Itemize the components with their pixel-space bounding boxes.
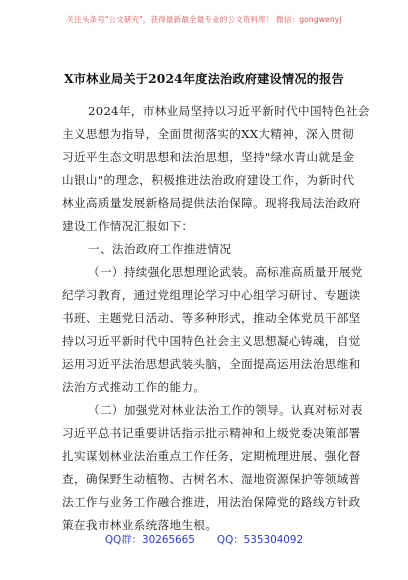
body-line: 查，确保野生动植物、古树名木、湿地资源保护等领域普 (62, 472, 361, 486)
body-line: 山银山"的理念，积极推进法治政府建设工作，为新时代 (62, 173, 355, 187)
footer-contact (0, 531, 408, 546)
body-line: 书班、主题党日活动、等多种形式，推动全体党员干部坚 (62, 311, 361, 325)
qq-group-number: QQ群：30265665 (104, 534, 195, 546)
body-line: 2024年，市林业局坚持以习近平新时代中国特色社会 (88, 104, 370, 118)
body-line: 纪学习教育，通过党组理论学习中心组学习研讨、专题读 (62, 288, 361, 302)
qq-number: QQ：535304092 (216, 534, 304, 546)
body-line: 持以习近平新时代中国特色社会主义思想凝心铸魂，自觉 (62, 334, 361, 348)
body-line: 林业高质量发展新格局提供法治保障。现将我局法治政府 (62, 196, 361, 210)
document-title: X市林业局关于2024年度法治政府建设情况的报告 (64, 72, 344, 86)
body-line: 习近平总书记重要讲话指示批示精神和上级党委决策部署 (62, 426, 361, 440)
body-line: （一）持续强化思想理论武装。高标准高质量开展党 (88, 265, 363, 279)
body-line: 法工作与业务工作融合推进，用法治保障党的路线方针政 (62, 495, 361, 509)
body-line: （二）加强党对林业法治工作的领导。认真对标对表 (88, 403, 363, 417)
body-line: 扎实谋划林业法治重点工作任务，定期梳理进展、强化督 (62, 449, 361, 463)
section-heading: 一、法治政府工作推进情况 (88, 242, 232, 256)
body-line: 法治方式推动工作的能力。 (62, 380, 206, 394)
body-line: 建设工作情况汇报如下： (62, 219, 194, 233)
body-line: 运用习近平法治思想武装头脑，全面提高运用法治思维和 (62, 357, 361, 371)
promo-banner: 关注头条号"公文研究"，获得最新最全最专业的公文资料库！ 微信：gongwenyj (66, 15, 342, 24)
body-line: 策在我市林业系统落地生根。 (62, 518, 218, 532)
body-line: 习近平生态文明思想和法治思想，坚持"绿水青山就是金 (62, 150, 355, 164)
body-line: 主义思想为指导，全面贯彻落实的XX大精神，深入贯彻 (62, 127, 354, 141)
